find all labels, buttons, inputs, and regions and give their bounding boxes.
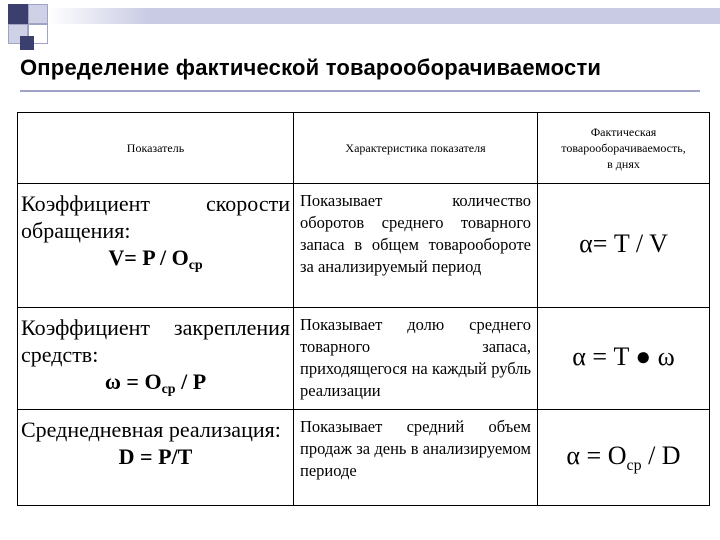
header-actual-line: Фактическая: [590, 125, 657, 139]
indicator-name: Среднедневная реализация:: [21, 417, 281, 442]
formula-main: ω = O: [104, 369, 162, 394]
characteristic-cell: Показывает долю среднего товарного запаса, приходящегося на каждый рубль реализации: [294, 308, 538, 410]
indicator-name: Коэффициент скорости обращения:: [21, 191, 290, 243]
characteristic-cell: Показывает средний объем продаж за день в анализируемом периоде: [294, 410, 538, 506]
formula-subscript: ср: [161, 382, 176, 397]
formula-main: V= P / O: [108, 245, 189, 270]
result-formula: α = T ● ω: [572, 341, 675, 371]
header-actual-line: товарооборачиваемость,: [561, 141, 686, 155]
table-row: [18, 184, 710, 308]
table-header-row: [18, 113, 710, 184]
table-row: [18, 308, 710, 410]
result-cell: [538, 184, 710, 308]
header-actual-line: в днях: [607, 157, 640, 171]
formula-subscript: ср: [188, 258, 203, 273]
indicator-cell: [18, 184, 294, 308]
header-square-dark: [8, 4, 28, 24]
indicator-cell: [18, 308, 294, 410]
table-row: [18, 410, 710, 506]
result-cell: [538, 410, 710, 506]
indicator-formula: [21, 443, 290, 478]
characteristic-cell: Показывает количество оборотов среднего товарного запаса в общем товарообороте за анализируемый период: [294, 184, 538, 308]
header-square-light: [28, 4, 48, 24]
result-subscript: ср: [626, 456, 642, 474]
result-tail: / D: [641, 440, 681, 470]
indicator-cell: [18, 410, 294, 506]
result-formula: α= T / V: [579, 228, 668, 258]
header-band: [48, 8, 720, 24]
title-divider: [20, 90, 700, 92]
slide-title: Определение фактической товарооборачиваемости: [20, 55, 602, 80]
header-square-dark: [20, 36, 34, 50]
turnover-table: [17, 112, 710, 506]
result-formula: α = O: [566, 440, 627, 470]
indicator-formula: [21, 368, 290, 403]
indicator-formula: [21, 244, 290, 279]
header-indicator: Показатель: [18, 113, 294, 184]
header-actual-turnover: [538, 113, 710, 184]
formula-tail: / P: [175, 369, 207, 394]
indicator-name: Коэффициент закрепления средств:: [21, 315, 290, 367]
header-characteristic: Характеристика показателя: [294, 113, 538, 184]
result-cell: [538, 308, 710, 410]
formula-main: D = P/T: [118, 444, 193, 469]
